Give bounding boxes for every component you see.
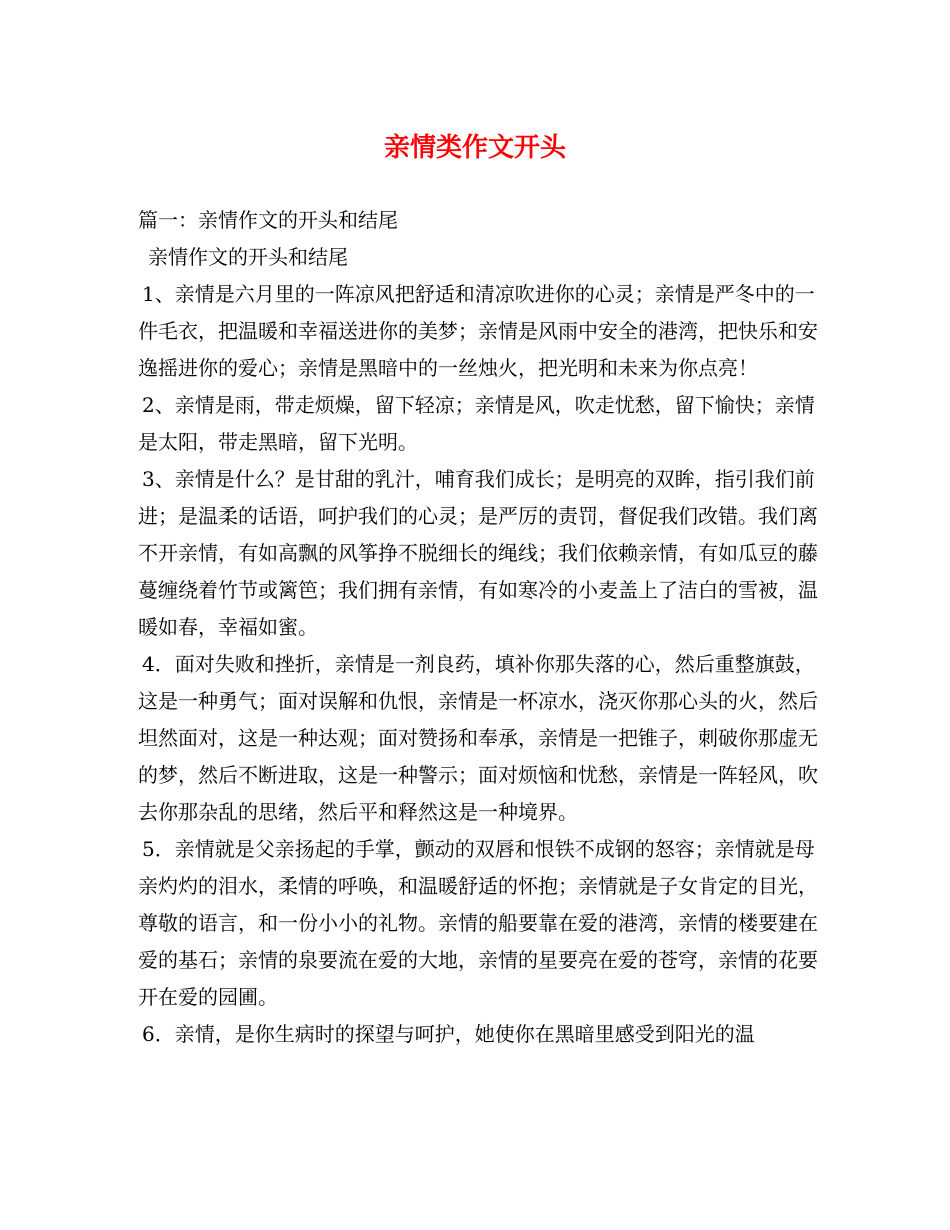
paragraph-1: 1、亲情是六月里的一阵凉风把舒适和清凉吹进你的心灵；亲情是严冬中的一件毛衣，把温暖和幸福送进你的美梦；亲情是风雨中安全的港湾，把快乐和安逸摇进你的爱心；亲情是黑暗中的一丝烛火，把光明和未来为你点亮！ xyxy=(138,282,818,380)
paragraph-2: 2、亲情是雨，带走烦燥，留下轻凉；亲情是风，吹走忧愁，留下愉快；亲情是太阳，带走黑暗，留下光明。 xyxy=(138,393,815,454)
paragraph-4: 4．面对失败和挫折，亲情是一剂良药，填补你那失落的心，然后重整旗鼓，这是一种勇气；面对误解和仇恨，亲情是一杯凉水，浇灭你那心头的火，然后坦然面对，这是一种达观；面对赞扬和奉承，亲情是一把锥子，刺破你那虚无的梦，然后不断进取，这是一种警示；面对烦恼和忧愁，亲情是一阵轻风，吹去你那杂乱的思绪，然后平和释然这是一种境界。 xyxy=(138,652,818,824)
section-heading: 篇一：亲情作文的开头和结尾 xyxy=(138,208,398,232)
paragraph-6: 6．亲情，是你生病时的探望与呵护，她使你在黑暗里感受到阳光的温 xyxy=(142,1022,755,1046)
sub-heading: 亲情作文的开头和结尾 xyxy=(148,245,348,269)
paragraph-5: 5．亲情就是父亲扬起的手掌，颤动的双唇和恨铁不成钢的怒容；亲情就是母亲灼灼的泪水，柔情的呼唤，和温暖舒适的怀抱；亲情就是子女肯定的目光，尊敬的语言，和一份小小的礼物。亲情的船要靠在爱的港湾，亲情的楼要建在爱的基石；亲情的泉要流在爱的大地，亲情的星要亮在爱的苍穹，亲情的花要开在爱的园圃。 xyxy=(138,837,818,1009)
document-body xyxy=(138,202,818,1053)
document-title: 亲情类作文开头 xyxy=(383,133,566,163)
paragraph-3: 3、亲情是什么？是甘甜的乳汁，哺育我们成长；是明亮的双眸，指引我们前进；是温柔的话语，呵护我们的心灵；是严厉的责罚，督促我们改错。我们离不开亲情，有如高飘的风筝挣不脱细长的绳线；我们依赖亲情，有如瓜豆的藤蔓缠绕着竹节或篱笆；我们拥有亲情，有如寒冷的小麦盖上了洁白的雪被，温暖如春，幸福如蜜。 xyxy=(138,467,818,639)
